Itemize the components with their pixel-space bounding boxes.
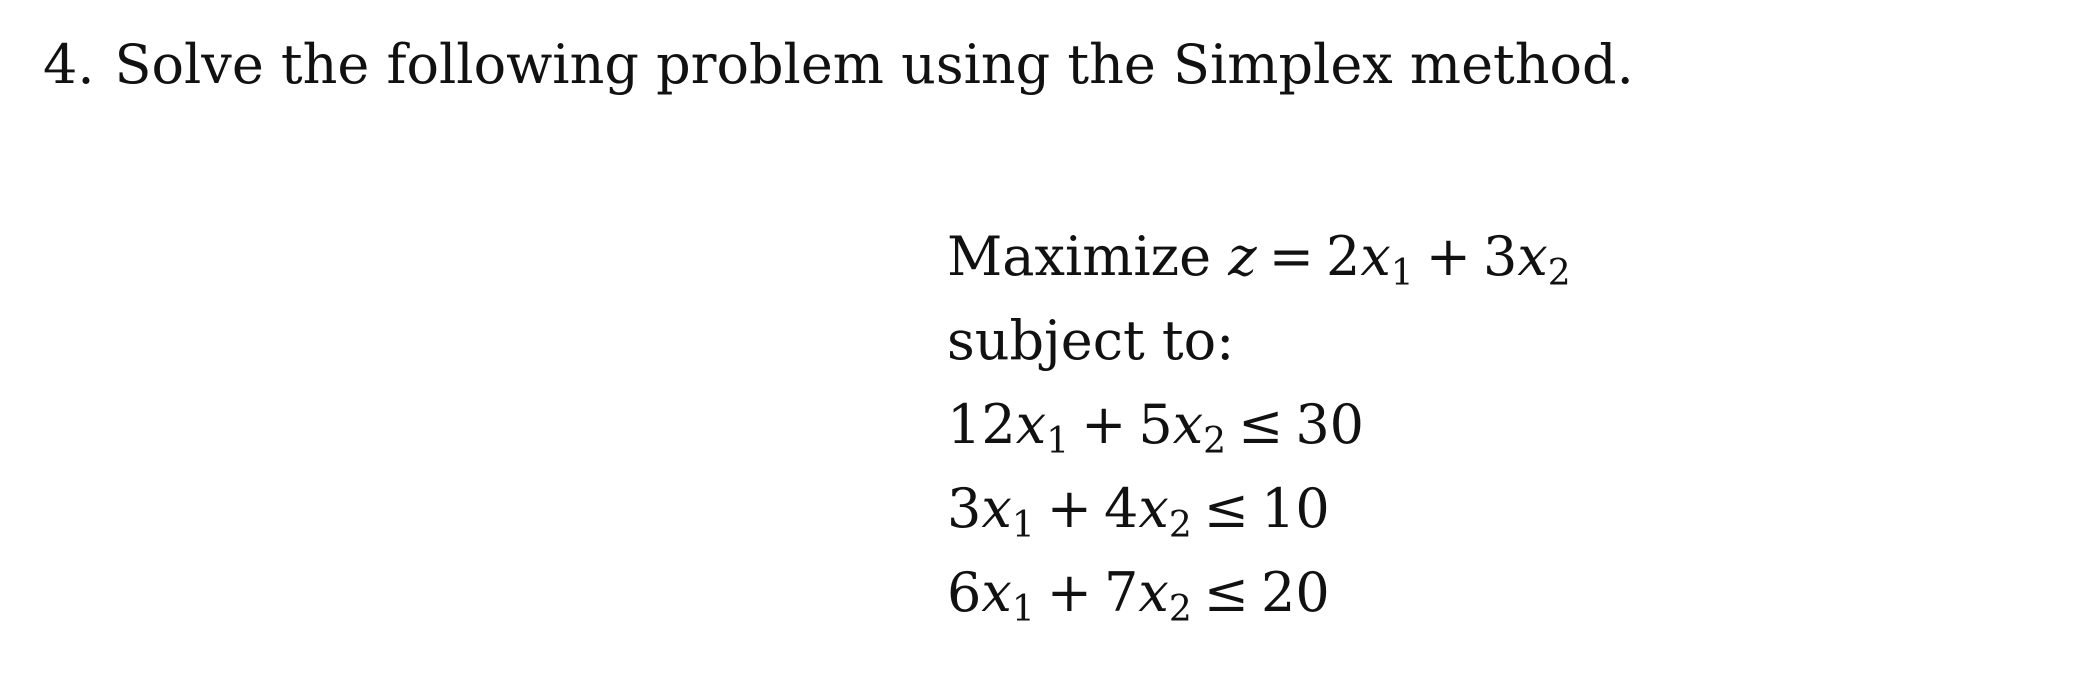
problem-number: 4. — [43, 33, 95, 96]
constraint-sub: 2 — [1168, 589, 1192, 630]
constraint-plus: + — [1046, 561, 1092, 624]
constraint-plus: + — [1081, 393, 1127, 456]
constraint-2 — [947, 467, 1571, 551]
constraint-var: x — [981, 477, 1012, 540]
subject-to-label: subject to: — [947, 309, 1235, 372]
constraint-var: x — [1172, 393, 1204, 456]
constraint-coef: 12 — [947, 393, 1016, 456]
constraint-rhs: 10 — [1260, 477, 1330, 540]
constraint-plus: + — [1046, 477, 1092, 540]
obj-sub-1: 1 — [1390, 253, 1414, 294]
constraint-var: x — [1138, 561, 1169, 624]
leq-sign: ≤ — [1238, 393, 1284, 456]
objective-variable: z — [1228, 225, 1257, 288]
obj-plus: + — [1425, 225, 1471, 288]
constraint-coef: 4 — [1103, 477, 1139, 540]
obj-var-2: x — [1517, 225, 1548, 288]
constraint-sub: 1 — [1046, 421, 1070, 462]
objective-function — [947, 215, 1571, 299]
obj-coef-2: 3 — [1482, 225, 1518, 288]
problem-statement — [43, 30, 1634, 100]
constraint-1 — [947, 383, 1571, 467]
constraint-var: x — [1138, 477, 1169, 540]
equals-sign: = — [1268, 225, 1314, 288]
problem-text: Solve the following problem using the Simplex method. — [114, 33, 1634, 96]
constraint-sub: 2 — [1203, 421, 1227, 462]
leq-sign: ≤ — [1203, 561, 1249, 624]
maximize-keyword: Maximize — [947, 225, 1212, 288]
obj-sub-2: 2 — [1547, 253, 1571, 294]
constraint-var: x — [981, 561, 1012, 624]
leq-sign: ≤ — [1203, 477, 1249, 540]
constraint-coef: 6 — [947, 561, 982, 624]
constraint-rhs: 30 — [1295, 393, 1365, 456]
constraint-sub: 1 — [1011, 505, 1035, 546]
constraint-sub: 2 — [1168, 505, 1192, 546]
constraint-coef: 7 — [1103, 561, 1139, 624]
constraint-coef: 3 — [947, 477, 982, 540]
linear-program — [947, 215, 1571, 635]
constraint-rhs: 20 — [1260, 561, 1330, 624]
constraint-3 — [947, 551, 1571, 635]
constraint-sub: 1 — [1011, 589, 1035, 630]
obj-coef-1: 2 — [1325, 225, 1361, 288]
constraint-coef: 5 — [1138, 393, 1173, 456]
constraint-var: x — [1015, 393, 1047, 456]
obj-var-1: x — [1360, 225, 1391, 288]
